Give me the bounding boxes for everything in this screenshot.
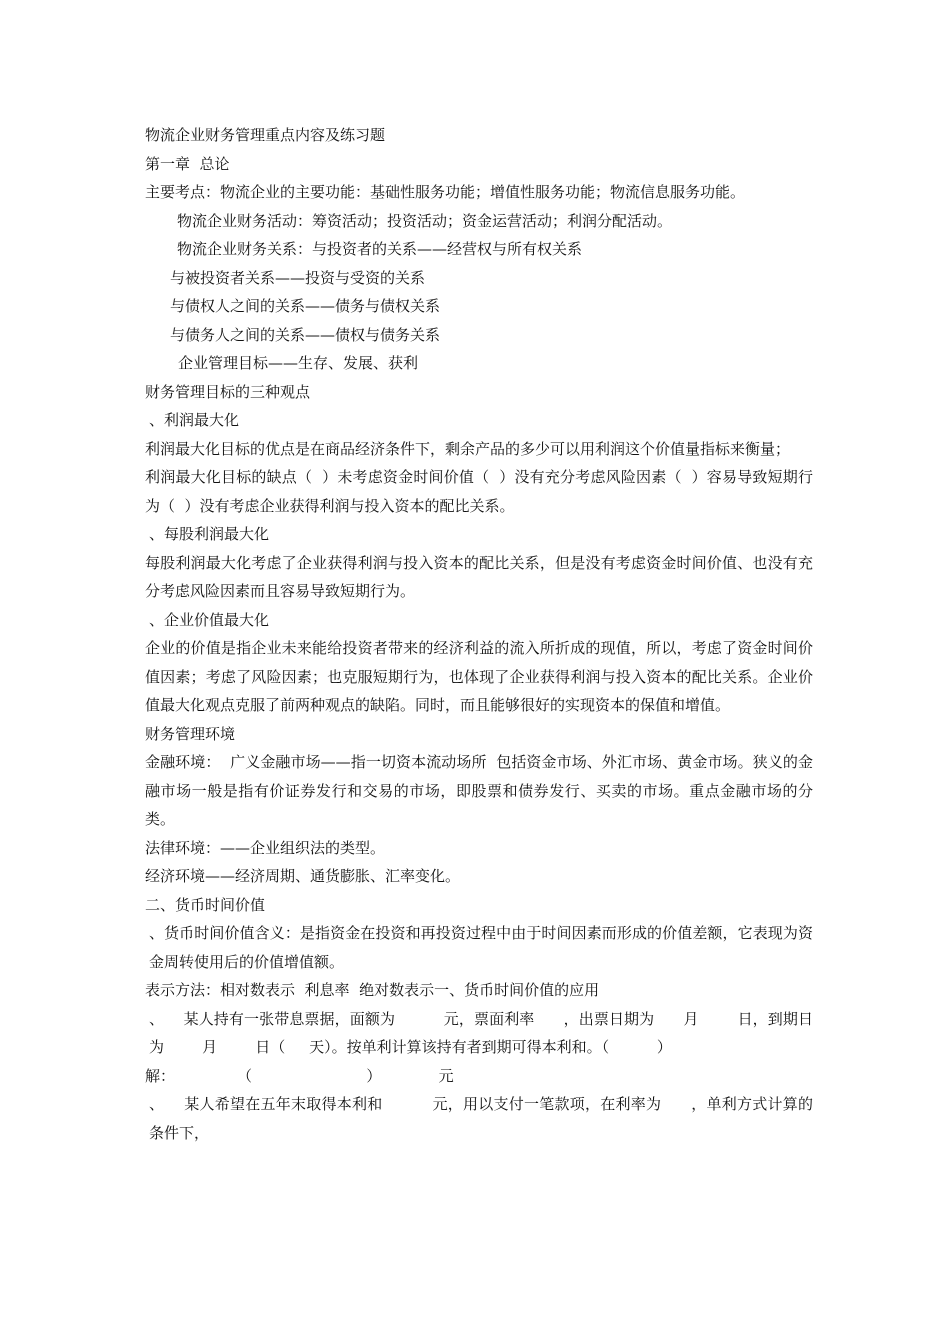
economic-environment-paragraph: 经济环境——经济周期、通货膨胀、汇率变化。 bbox=[145, 867, 461, 885]
expression-method-paragraph: 表示方法：相对数表示 利息率 绝对数表示一、货币时间价值的应用 bbox=[145, 981, 600, 999]
value-max-heading: 、企业价值最大化 bbox=[149, 610, 270, 629]
chapter-2-heading: 二、货币时间价值 bbox=[145, 895, 266, 914]
three-views-heading: 财务管理目标的三种观点 bbox=[145, 382, 311, 401]
eps-max-paragraph: 每股利润最大化考虑了企业获得利润与投入资本的配比关系，但是没有考虑资金时间价值、也没有充分考虑风险因素而且容易导致短期行为。 bbox=[145, 553, 813, 600]
chapter-1-heading: 第一章 总论 bbox=[145, 154, 230, 173]
document-title: 物流企业财务管理重点内容及练习题 bbox=[145, 126, 386, 144]
relation-debtor-paragraph: 与债务人之间的关系——债权与债务关系 bbox=[170, 325, 441, 344]
profit-max-cons-paragraph: 利润最大化目标的缺点（ ）未考虑资金时间价值（ ）没有充分考虑风险因素（ ）容易导致短期行为（ ）没有考虑企业获得利润与投入资本的配比关系。 bbox=[145, 468, 813, 515]
solution-1-paragraph: 解： （ ） 元 bbox=[145, 1066, 454, 1085]
eps-max-heading: 、每股利润最大化 bbox=[149, 525, 270, 543]
financial-environment-paragraph: 金融环境： 广义金融市场——指一切资本流动场所 包括资金市场、外汇市场、黄金市场。狭义的金融市场一般是指有价证券发行和交易的市场，即股票和债券发行、买卖的市场。重点金融市场的分类。 bbox=[145, 753, 813, 828]
value-max-paragraph: 企业的价值是指企业未来能给投资者带来的经济利益的流入所折成的现值，所以，考虑了资金时间价值因素；考虑了风险因素；也克服短期行为，也体现了企业获得利润与投入资本的配比关系。企业价值最大化观点克服了前两种观点的缺陷。同时，而且能够很好的实现资本的保值和增值。 bbox=[145, 639, 813, 714]
legal-environment-paragraph: 法律环境：——企业组织法的类型。 bbox=[145, 838, 386, 857]
problem-2-paragraph: 、 某人希望在五年末取得本利和 元，用以支付一笔款项，在利率为 ，单利方式计算的条件下， bbox=[149, 1095, 813, 1142]
profit-max-heading: 、利润最大化 bbox=[149, 411, 240, 429]
financial-activities-paragraph: 物流企业财务活动：筹资活动；投资活动；资金运营活动；利润分配活动。 bbox=[177, 211, 673, 230]
time-value-definition-paragraph: 、货币时间价值含义：是指资金在投资和再投资过程中由于时间因素而形成的价值差额，它表现为资金周转使用后的价值增值额。 bbox=[149, 924, 813, 971]
financial-relations-paragraph: 物流企业财务关系：与投资者的关系——经营权与所有权关系 bbox=[177, 240, 583, 258]
key-points-paragraph: 主要考点：物流企业的主要功能：基础性服务功能；增值性服务功能；物流信息服务功能。 bbox=[145, 183, 746, 201]
management-goal-paragraph: 企业管理目标——生存、发展、获利 bbox=[178, 354, 419, 372]
relation-invested-paragraph: 与被投资者关系——投资与受资的关系 bbox=[170, 268, 426, 287]
relation-creditor-paragraph: 与债权人之间的关系——债务与债权关系 bbox=[170, 297, 441, 315]
document-body bbox=[145, 121, 813, 1147]
profit-max-pros-paragraph: 利润最大化目标的优点是在商品经济条件下，剩余产品的多少可以用利润这个价值量指标来衡量； bbox=[145, 439, 791, 458]
problem-1-paragraph: 、 某人持有一张带息票据，面额为 元，票面利率 ，出票日期为 月 日，到期日为 月 日（ 天）。按单利计算该持有者到期可得本利和。（ ） bbox=[149, 1009, 813, 1056]
environment-heading: 财务管理环境 bbox=[145, 724, 236, 743]
